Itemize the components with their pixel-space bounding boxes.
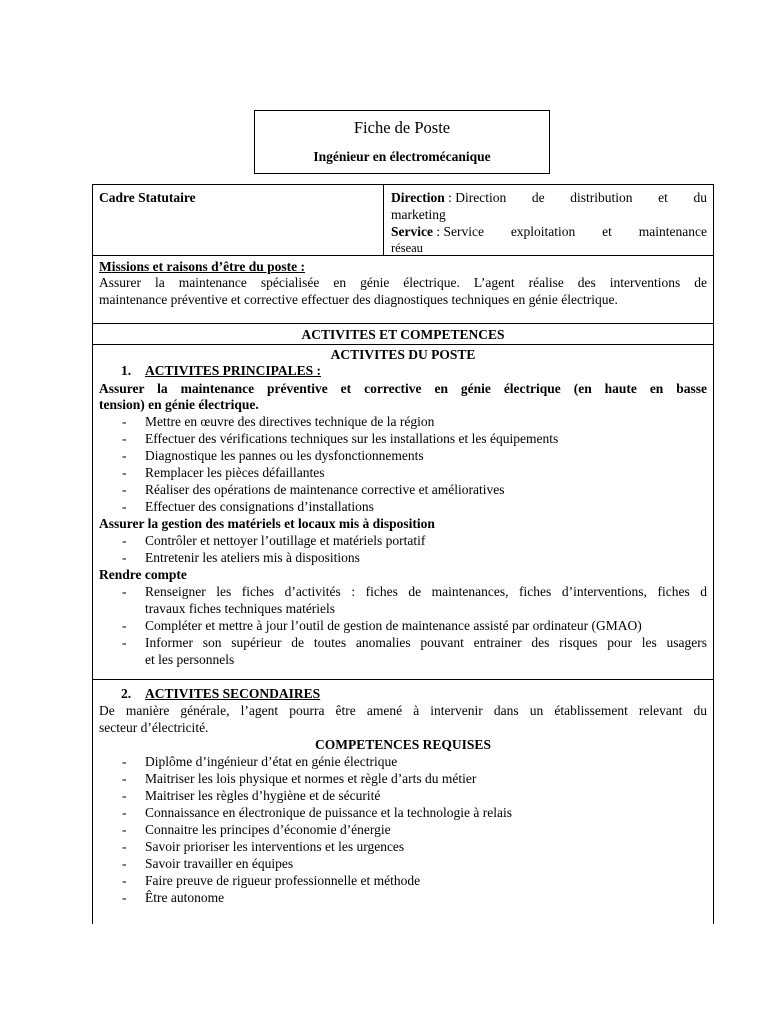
bullet-dash: -	[122, 839, 127, 854]
table-border-row4	[92, 679, 714, 680]
bullet-dash: -	[122, 584, 127, 599]
list-item-continued: et les personnels	[145, 652, 235, 667]
principales-sub1-line2: tension) en génie électrique.	[99, 397, 259, 412]
activites-du-poste-heading: ACTIVITES DU POSTE	[330, 347, 476, 362]
list-item: Réaliser des opérations de maintenance corrective et amélioratives	[145, 482, 505, 497]
section-heading-activites-competences: ACTIVITES ET COMPETENCES	[301, 327, 505, 342]
principales-sub3: Rendre compte	[99, 567, 187, 582]
list-item: Savoir travailler en équipes	[145, 856, 294, 871]
bullet-dash: -	[122, 822, 127, 837]
direction-line2: marketing	[391, 207, 446, 222]
service-line1-d: maintenance	[638, 224, 707, 239]
direction-line1-b: de	[531, 190, 545, 205]
service-line1	[391, 223, 707, 240]
title-box	[254, 110, 550, 174]
list-item: Remplacer les pièces défaillantes	[145, 465, 325, 480]
secondaires-heading: ACTIVITES SECONDAIRES	[145, 686, 321, 701]
bullet-dash: -	[122, 465, 127, 480]
list-item: Être autonome	[145, 890, 225, 905]
table-border-row3	[92, 344, 714, 345]
principales-heading: ACTIVITES PRINCIPALES :	[145, 363, 322, 378]
bullet-dash: -	[122, 635, 127, 650]
direction-line1-a-text: : Direction	[448, 190, 507, 205]
service-line1-c: et	[602, 224, 612, 239]
list-item: Diplôme d’ingénieur d’état en génie électrique	[145, 754, 398, 769]
direction-line1-d: et	[658, 190, 668, 205]
direction-line1-e: du	[693, 190, 707, 205]
bullet-dash: -	[122, 431, 127, 446]
table-border-top	[92, 184, 714, 185]
list-item: Savoir prioriser les interventions et les urgences	[145, 839, 405, 854]
missions-heading: Missions et raisons d’être du poste :	[99, 259, 306, 274]
direction-line1-a	[391, 189, 506, 206]
bullet-dash: -	[122, 448, 127, 463]
table-border-left	[92, 184, 93, 924]
bullet-dash: -	[122, 873, 127, 888]
document-title: Fiche de Poste	[353, 118, 451, 137]
service-line1-a-text: : Service	[436, 224, 484, 239]
principales-number: 1.	[121, 363, 132, 378]
list-item: Effectuer des consignations d’installations	[145, 499, 374, 514]
principales-sub1-line1: Assurer la maintenance préventive et corrective en génie électrique (en haute en basse	[99, 381, 707, 396]
table-border-middle	[383, 184, 384, 256]
list-item: Effectuer des vérifications techniques sur les installations et les équipements	[145, 431, 559, 446]
principales-sub2: Assurer la gestion des matériels et locaux mis à disposition	[99, 516, 435, 531]
missions-line1: Assurer la maintenance spécialisée en génie électrique. L’agent réalise des interventions de	[99, 275, 707, 290]
missions-line2: maintenance préventive et corrective effectuer des diagnostiques techniques en génie électrique.	[99, 292, 618, 307]
list-item: Informer son supérieur de toutes anomalies pouvant entrainer des risques pour les usagers	[145, 635, 707, 650]
list-item: Faire preuve de rigueur professionnelle et méthode	[145, 873, 421, 888]
bullet-dash: -	[122, 805, 127, 820]
list-item: Mettre en œuvre des directives technique de la région	[145, 414, 435, 429]
secondaires-line2: secteur d’électricité.	[99, 720, 209, 735]
bullet-dash: -	[122, 788, 127, 803]
table-border-right	[713, 184, 714, 924]
list-item: Connaissance en électronique de puissance et la technologie à relais	[145, 805, 512, 820]
bullet-dash: -	[122, 754, 127, 769]
list-item: Connaitre les principes d’économie d’énergie	[145, 822, 391, 837]
service-line1-b: exploitation	[510, 224, 576, 239]
list-item: Compléter et mettre à jour l’outil de gestion de maintenance assisté par ordinateur (GMAO)	[145, 618, 642, 633]
bullet-dash: -	[122, 499, 127, 514]
bullet-dash: -	[122, 771, 127, 786]
direction-line1	[391, 189, 707, 206]
cadre-statutaire: Cadre Statutaire	[99, 190, 196, 205]
secondaires-line1: De manière générale, l’agent pourra être amené à intervenir dans un établissement relevant du	[99, 703, 707, 718]
document-subtitle: Ingénieur en électromécanique	[313, 149, 491, 164]
list-item: Contrôler et nettoyer l’outillage et matériels portatif	[145, 533, 426, 548]
direction-label: Direction	[391, 190, 445, 205]
list-item: Maitriser les lois physique et normes et règle d’arts du métier	[145, 771, 477, 786]
bullet-dash: -	[122, 890, 127, 905]
bullet-dash: -	[122, 533, 127, 548]
bullet-dash: -	[122, 856, 127, 871]
list-item: Renseigner les fiches d’activités : fiches de maintenances, fiches d’interventions, fiches d	[145, 584, 707, 599]
list-item: Maitriser les règles d’hygiène et de sécurité	[145, 788, 381, 803]
list-item: Entretenir les ateliers mis à dispositions	[145, 550, 360, 565]
list-item-continued: travaux fiches techniques matériels	[145, 601, 336, 616]
bullet-dash: -	[122, 618, 127, 633]
table-border-row2	[92, 323, 714, 324]
bullet-dash: -	[122, 414, 127, 429]
direction-line1-c: distribution	[570, 190, 633, 205]
competences-heading: COMPETENCES REQUISES	[315, 737, 491, 752]
service-line1-a	[391, 223, 484, 240]
bullet-dash: -	[122, 550, 127, 565]
service-label: Service	[391, 224, 433, 239]
service-line2: réseau	[391, 241, 423, 255]
bullet-dash: -	[122, 482, 127, 497]
secondaires-number: 2.	[121, 686, 132, 701]
list-item: Diagnostique les pannes ou les dysfonctionnements	[145, 448, 424, 463]
